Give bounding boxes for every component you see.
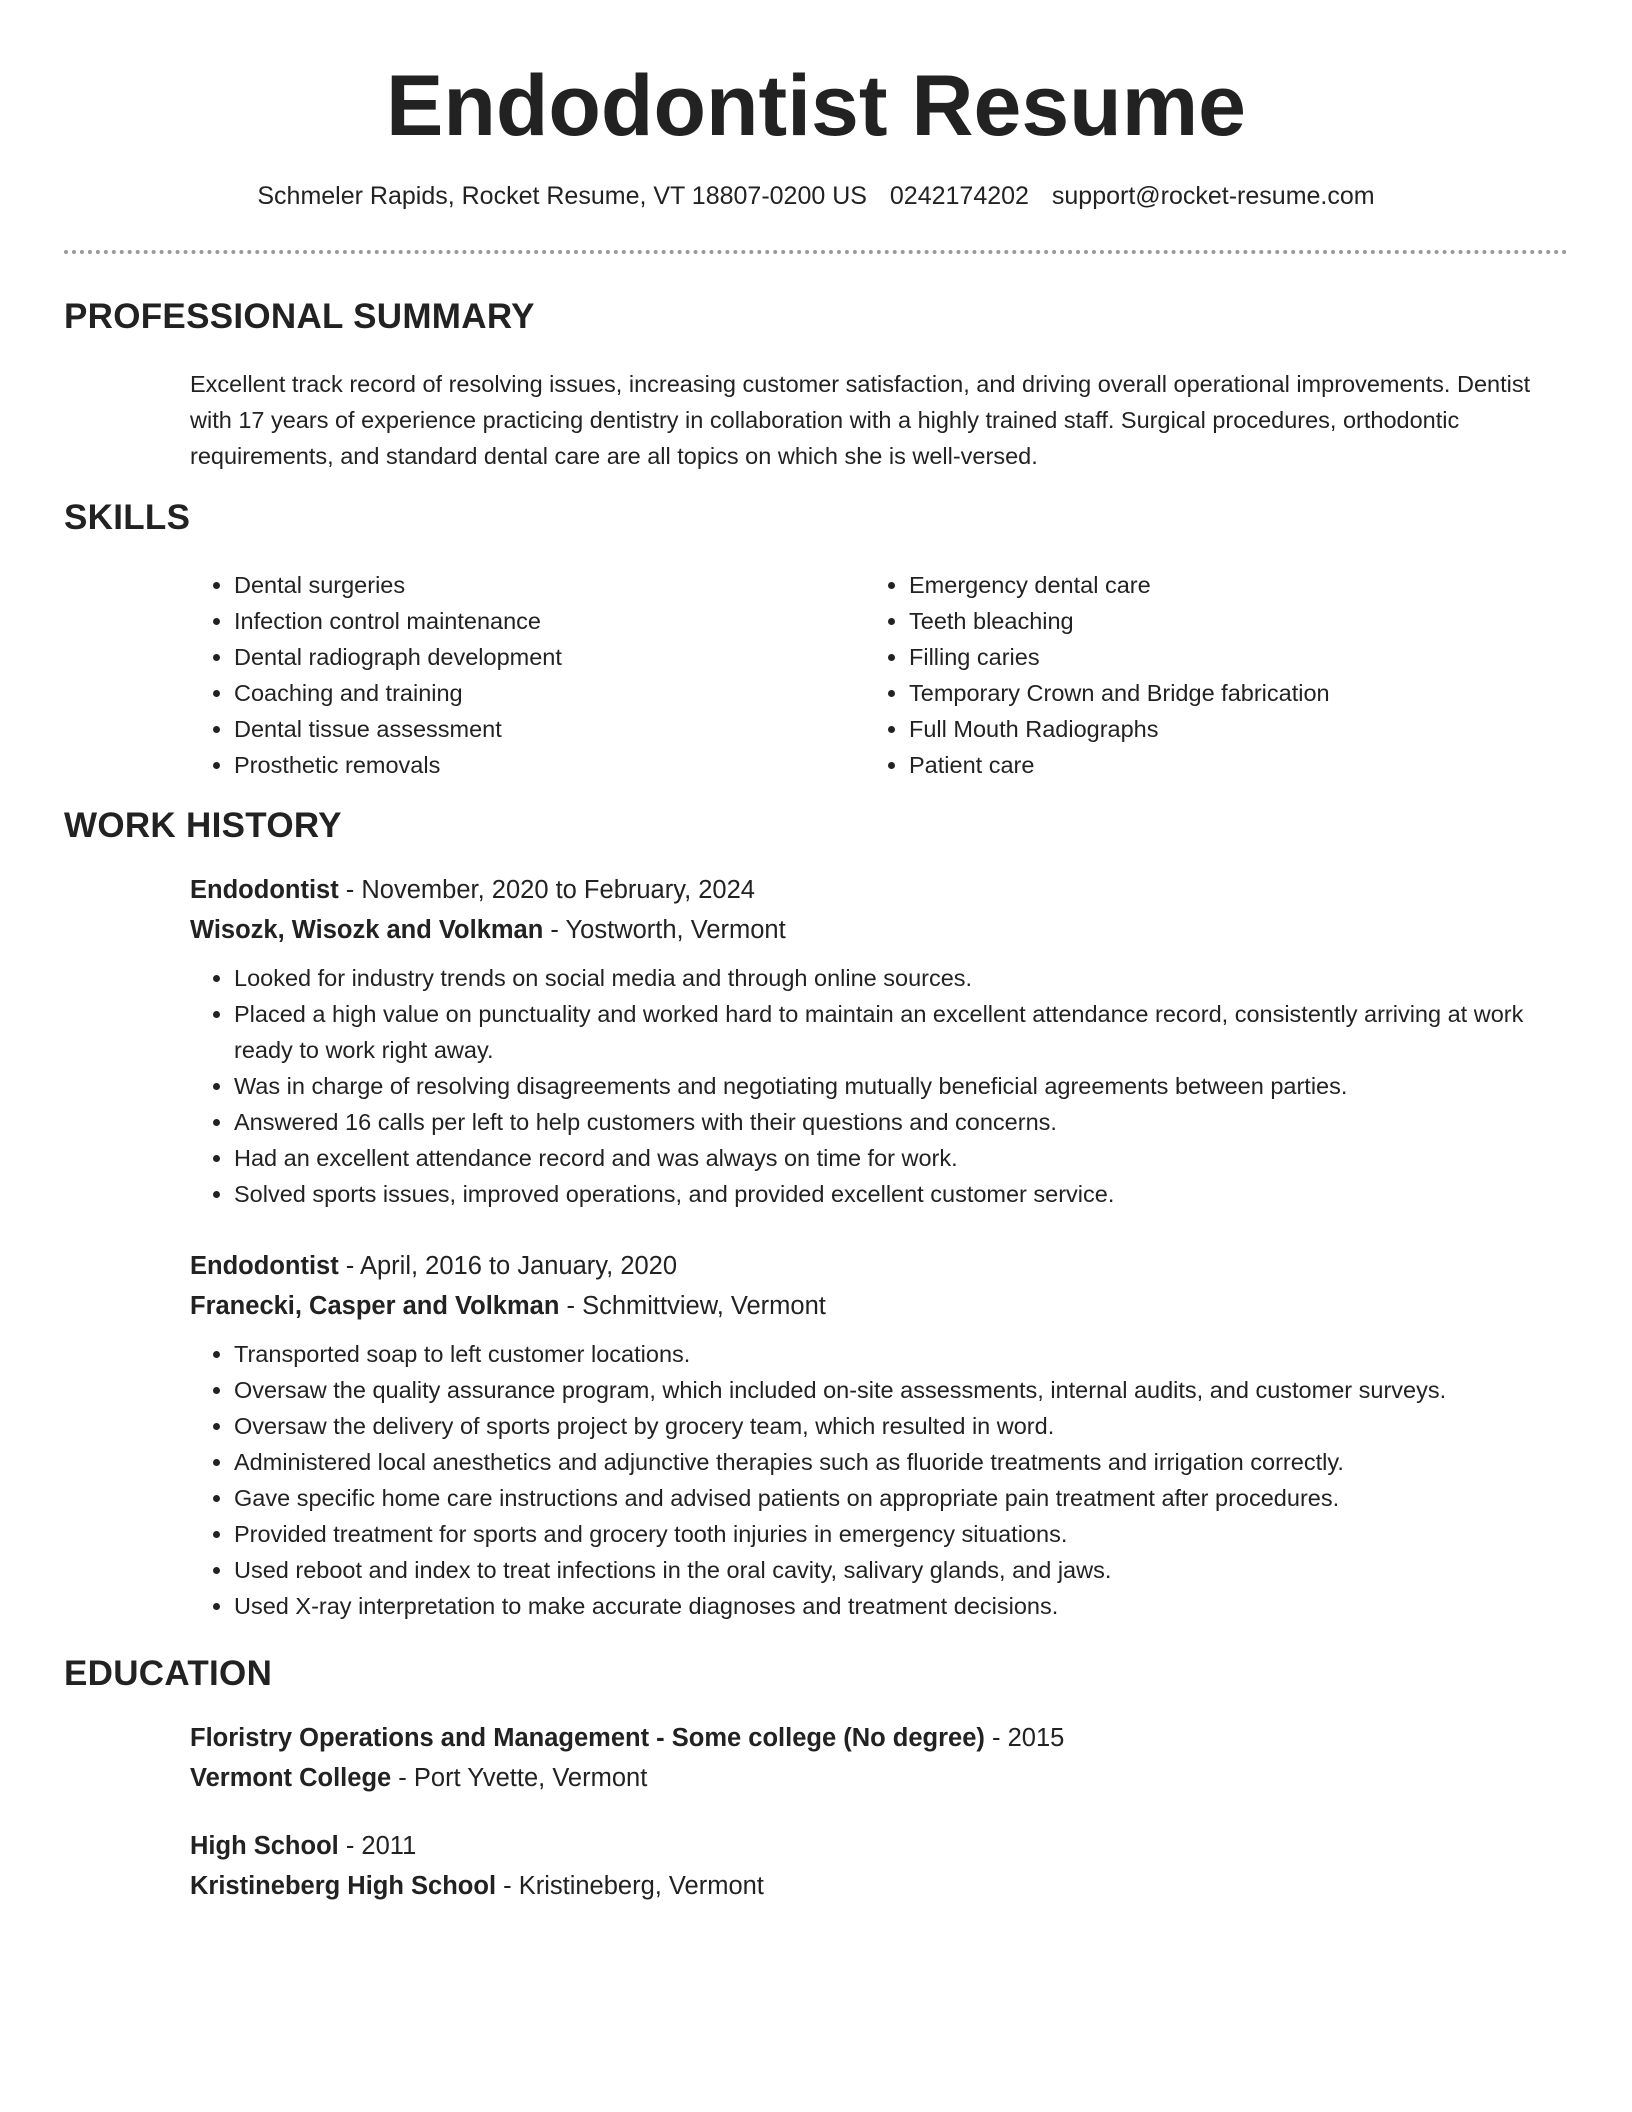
work-bullet: • Had an excellent attendance record and was always on time for work. [234, 1140, 1570, 1176]
work-role-line [190, 1246, 1570, 1286]
skills-column-left [190, 567, 850, 783]
work-bullets [190, 960, 1570, 1212]
education-school-line [190, 1866, 1570, 1906]
education-location: - Kristineberg, Vermont [496, 1872, 764, 1900]
education-year: - 2011 [338, 1832, 417, 1860]
work-dates: - April, 2016 to January, 2020 [338, 1252, 678, 1280]
work-title: Endodontist [190, 1252, 339, 1280]
education-entry [190, 1826, 1570, 1906]
contact-address: Schmeler Rapids, Rocket Resume, VT 18807-0200 US [257, 182, 867, 210]
skill-item: • Filling caries [909, 639, 1545, 675]
skill-item: • Full Mouth Radiographs [909, 711, 1545, 747]
section-heading-education: EDUCATION [64, 1654, 273, 1693]
skill-item: • Patient care [909, 747, 1545, 783]
work-entry [190, 1246, 1570, 1624]
work-bullet: • Was in charge of resolving disagreements and negotiating mutually beneficial agreements between parties. [234, 1068, 1570, 1104]
work-bullet: • Used reboot and index to treat infections in the oral cavity, salivary glands, and jaws. [234, 1552, 1570, 1588]
work-bullet: • Gave specific home care instructions and advised patients on appropriate pain treatment after procedures. [234, 1480, 1570, 1516]
skill-item: • Dental surgeries [234, 567, 850, 603]
skills-column-right [865, 567, 1545, 783]
skill-item: • Infection control maintenance [234, 603, 850, 639]
section-heading-work: WORK HISTORY [64, 806, 342, 845]
skill-item: • Temporary Crown and Bridge fabrication [909, 675, 1545, 711]
skill-item: • Prosthetic removals [234, 747, 850, 783]
work-company: Wisozk, Wisozk and Volkman [190, 916, 544, 944]
education-degree: High School [190, 1832, 339, 1860]
education-degree-line [190, 1718, 1570, 1758]
education-school: Vermont College [190, 1764, 392, 1792]
work-bullet: • Looked for industry trends on social media and through online sources. [234, 960, 1570, 996]
work-bullet: • Answered 16 calls per left to help customers with their questions and concerns. [234, 1104, 1570, 1140]
summary-text: Excellent track record of resolving issues, increasing customer satisfaction, and driving overall operational improvements. Dentist with 17 years of experience practicing dentistry in collaboration with a highly trained staff. Surgical procedures, orthodontic requirements, and standard dental care are all topics on which she is well-versed. [190, 371, 1531, 469]
section-heading-skills: SKILLS [64, 498, 191, 537]
work-bullet: • Placed a high value on punctuality and worked hard to maintain an excellent attendance record, consistently arriving at work ready to work right away. [234, 996, 1570, 1068]
skill-item: • Teeth bleaching [909, 603, 1545, 639]
work-dates: - November, 2020 to February, 2024 [338, 876, 755, 904]
skill-item: • Coaching and training [234, 675, 850, 711]
work-bullet: • Transported soap to left customer locations. [234, 1336, 1570, 1372]
work-bullet: • Oversaw the quality assurance program, which included on-site assessments, internal audits, and customer surveys. [234, 1372, 1570, 1408]
header-divider [64, 250, 1568, 254]
education-school: Kristineberg High School [190, 1872, 497, 1900]
work-location: - Yostworth, Vermont [543, 916, 786, 944]
resume-title: Endodontist Resume [385, 58, 1247, 154]
skill-item: • Emergency dental care [909, 567, 1545, 603]
education-school-line [190, 1758, 1570, 1798]
work-company: Franecki, Casper and Volkman [190, 1292, 560, 1320]
contact-line [0, 180, 1632, 212]
work-location: - Schmittview, Vermont [559, 1292, 826, 1320]
education-degree: Floristry Operations and Management - Some college (No degree) [190, 1724, 985, 1752]
education-year: - 2015 [984, 1724, 1065, 1752]
work-role-line [190, 870, 1570, 910]
contact-phone: 0242174202 [889, 182, 1029, 210]
education-location: - Port Yvette, Vermont [391, 1764, 648, 1792]
work-bullets [190, 1336, 1570, 1624]
education-entry [190, 1718, 1570, 1798]
work-org-line [190, 910, 1570, 950]
work-bullet: • Solved sports issues, improved operations, and provided excellent customer service. [234, 1176, 1570, 1212]
work-bullet: • Administered local anesthetics and adjunctive therapies such as fluoride treatments and irrigation correctly. [234, 1444, 1570, 1480]
work-bullet: • Used X-ray interpretation to make accurate diagnoses and treatment decisions. [234, 1588, 1570, 1624]
work-entry [190, 870, 1570, 1212]
work-org-line [190, 1286, 1570, 1326]
work-bullet: • Oversaw the delivery of sports project by grocery team, which resulted in word. [234, 1408, 1570, 1444]
contact-email: support@rocket-resume.com [1051, 182, 1375, 210]
skill-item: • Dental radiograph development [234, 639, 850, 675]
section-heading-summary: PROFESSIONAL SUMMARY [64, 297, 535, 336]
skill-item: • Dental tissue assessment [234, 711, 850, 747]
work-bullet: • Provided treatment for sports and grocery tooth injuries in emergency situations. [234, 1516, 1570, 1552]
education-degree-line [190, 1826, 1570, 1866]
work-title: Endodontist [190, 876, 339, 904]
